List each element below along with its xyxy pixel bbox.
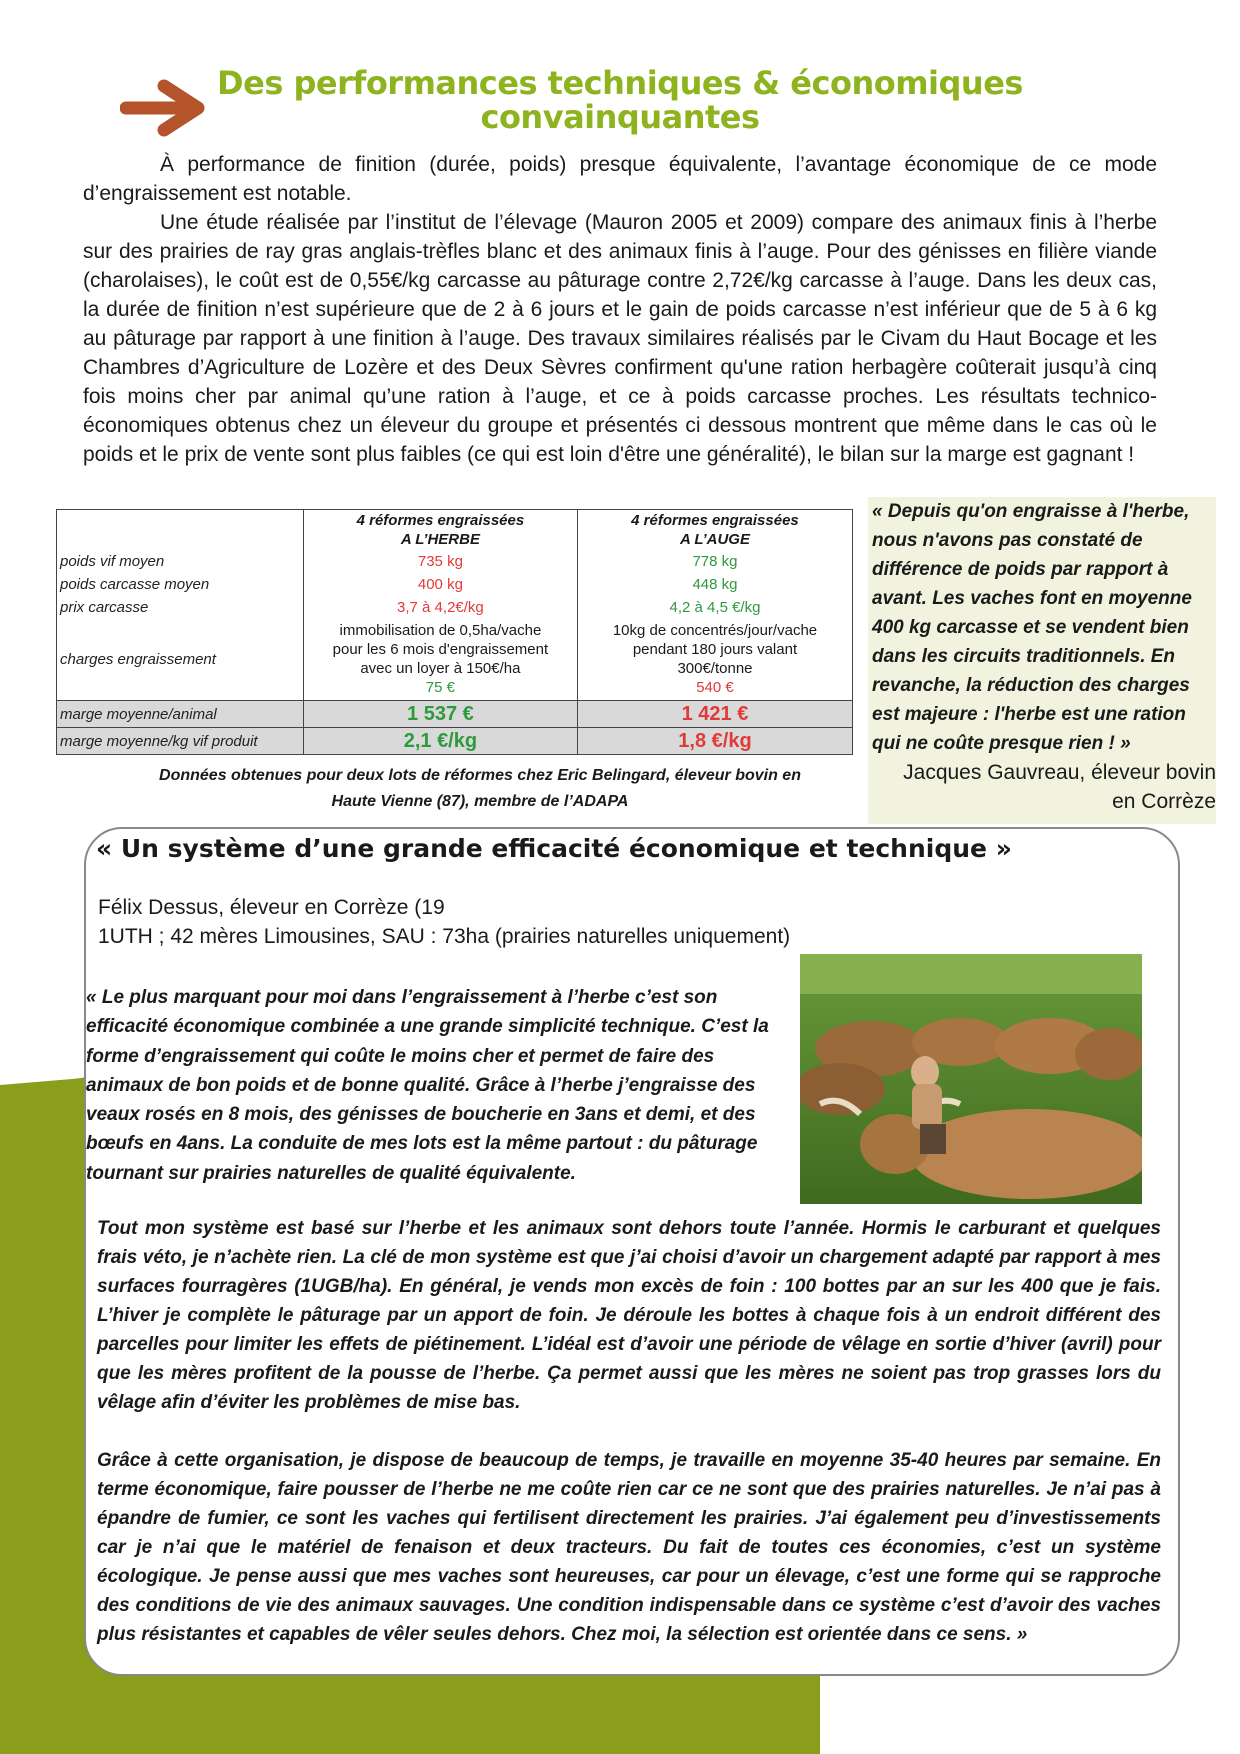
charges-auge-line-1: 10kg de concentrés/jour/vache: [612, 622, 818, 640]
testimony-quote-2: Tout mon système est basé sur l’herbe et les animaux sont dehors toute l’année. Hormis le carburant et quelques frais véto, je n’achète rien. La clé de mon système est que j’ai choisi d’avoir un chargement adapté par rapport à mes surfaces fourragères (1UGB/ha). En général, je vends mon excès de foin : 100 bottes par an sur les 400 que je fais. L’hiver je complète le pâturage par un apport de foin. Je déroule les bottes à chaque fois à un endroit différent des parcelles pour limiter les effets de piétinement. L’idéal est d’avoir une période de vêlage en sortie d’hiver (avril) pour que les mères profitent de la pousse de l’herbe. Ça permet aussi que les mères ne soient pas trop grasses lors du vêlage afin d’éviter les problèmes de mise bas.: [97, 1218, 1161, 1413]
charges-herbe-line-1: immobilisation de 0,5ha/vache: [339, 622, 542, 640]
table-row: [57, 619, 853, 701]
table-row: [57, 596, 853, 619]
farmer-name: Félix Dessus, éleveur en Corrèze (19: [98, 896, 445, 919]
table-row: [57, 728, 853, 755]
table-caption-line-1: Données obtenues pour deux lots de réformes chez Eric Belingard, éleveur bovin en: [159, 767, 801, 784]
side-quote-text: « Depuis qu'on engraisse à l'herbe, nous n'avons pas constaté de différence de poids par rapport à avant. Les vaches font en moyenne 400 kg carcasse et se vendent bien dans les circuits traditionnels. En revanche, la réduction des charges est majeure : l'herbe est une ration qui ne coûte presque rien ! »: [872, 501, 1192, 754]
cell-charges-herbe: [303, 619, 577, 701]
intro-paragraph-2: Une étude réalisée par l’institut de l’élevage (Mauron 2005 et 2009) compare des animaux finis à l’herbe sur des prairies de ray gras anglais-trèfles blanc et des animaux finis à l’auge. Pour des génisses en filière viande (charolaises), le coût est de 0,55€/kg carcasse au pâturage contre 2,72€/kg carcasse à l’auge. Dans les deux cas, la durée de finition n’est supérieure que de 2 à 6 jours et le gain de poids carcasse n’est inférieur que de 5 à 6 kg au pâturage par rapport à une finition à l’auge. Des travaux similaires réalisés par le Civam du Haut Bocage et les Chambres d’Agriculture de Lozère et des Deux Sèvres confirment qu'une ration herbagère coûterait jusqu’à cinq fois moins cher par animal qu’une ration à l’auge, et ce à poids carcasse proches. Les résultats technico-économiques obtenus chez un éleveur du groupe et présentés ci dessous montrent que même dans le cas où le poids et le prix de vente sont plus faibles (ce qui est loin d'être une généralité), le bilan sur la marge est gagnant !: [83, 211, 1157, 466]
row-label-marge-kg: marge moyenne/kg vif produit: [57, 728, 304, 755]
table-corner: [57, 510, 304, 550]
column-header-herbe-line-2: A L’HERBE: [400, 530, 480, 548]
comparison-table: [56, 509, 853, 755]
cell-marge-animal-auge: 1 421 €: [577, 701, 852, 728]
row-label-poids-carcasse: poids carcasse moyen: [60, 575, 210, 593]
row-label-prix-carcasse: prix carcasse: [60, 598, 149, 616]
testimony-farmer-info: [98, 893, 790, 951]
page-title: [215, 66, 1025, 134]
testimony-quote-3: Grâce à cette organisation, je dispose de beaucoup de temps, je travaille en moyenne 35-40 heures par semaine. En terme économique, faire pousser de l’herbe ne me coûte rien car ce ne sont que des prairies naturelles. Je n’ai pas à épandre de fumier, ce sont les vaches qui fertilisent directement les prairies. J’ai également peu d’investissements car je n’ai que le matériel de fenaison et deux tracteurs. Du fait de toutes ces économies, c’est un système écologique. Je pense aussi que mes vaches sont heureuses, car pour un élevage, c’est une forme qui se rapproche des conditions de vie des animaux sauvages. Une condition indispensable dans ce système c’est d’avoir des vaches plus résistantes et capables de vêler seules dehors. Chez moi, la sélection est orientée dans ce sens. »: [97, 1450, 1161, 1645]
cell-marge-animal-herbe: 1 537 €: [303, 701, 577, 728]
cell-prix-carcasse-auge: 4,2 à 4,5 €/kg: [577, 596, 852, 619]
column-header-auge-line-1: 4 réformes engraissées: [631, 511, 799, 529]
charges-herbe-line-3: avec un loyer à 150€/ha: [360, 660, 521, 678]
testimony-title: « Un système d’une grande efficacité économique et technique »: [96, 834, 1012, 863]
cell-prix-carcasse-herbe: 3,7 à 4,2€/kg: [303, 596, 577, 619]
column-header-auge: [577, 510, 852, 550]
side-quote-author: [868, 758, 1216, 816]
arrow-right-icon: [120, 78, 210, 138]
table-caption-line-2: Haute Vienne (87), membre de l’ADAPA: [331, 793, 629, 810]
column-header-herbe: [303, 510, 577, 550]
cell-poids-carcasse-auge: 448 kg: [577, 573, 852, 596]
column-header-auge-line-2: A L’AUGE: [679, 530, 750, 548]
charges-herbe-total: 75 €: [425, 679, 455, 697]
cell-poids-vif-auge: 778 kg: [577, 550, 852, 573]
cell-marge-kg-auge: 1,8 €/kg: [577, 728, 852, 755]
page-title-line-1: Des performances techniques & économiques: [217, 64, 1023, 102]
cell-marge-kg-herbe: 2,1 €/kg: [303, 728, 577, 755]
page-title-line-2: convainquantes: [480, 98, 760, 136]
table-row: [57, 550, 853, 573]
row-label-charges: charges engraissement: [60, 650, 216, 668]
intro-text: [83, 150, 1157, 469]
cell-charges-auge: [577, 619, 852, 701]
row-label-poids-vif: poids vif moyen: [60, 552, 165, 570]
row-label-marge-animal: marge moyenne/animal: [57, 701, 304, 728]
farm-details: 1UTH ; 42 mères Limousines, SAU : 73ha (prairies naturelles uniquement): [98, 925, 791, 948]
cell-poids-carcasse-herbe: 400 kg: [303, 573, 577, 596]
charges-auge-line-2: pendant 180 jours valant: [632, 641, 798, 659]
charges-herbe-line-2: pour les 6 mois d'engraissement: [332, 641, 549, 659]
charges-auge-total: 540 €: [696, 679, 734, 697]
column-header-herbe-line-1: 4 réformes engraissées: [356, 511, 525, 529]
table-row: [57, 573, 853, 596]
charges-auge-line-3: 300€/tonne: [677, 660, 753, 678]
testimony-quote-1: « Le plus marquant pour moi dans l’engraissement à l’herbe c’est son efficacité économique combinée a une grande simplicité technique. C’est la forme d’engraissement qui coûte le moins cher et permet de faire des animaux de bon poids et de bonne qualité. Grâce à l’herbe j’engraisse des veaux rosés en 8 mois, des génisses de boucherie en 3ans et demi, et des bœufs en 4ans. La conduite de mes lots est la même partout : du pâturage tournant sur prairies naturelles de qualité équivalente.: [86, 987, 769, 1184]
table-caption: [120, 763, 840, 815]
cell-poids-vif-herbe: 735 kg: [303, 550, 577, 573]
cattle-photo: [800, 954, 1142, 1204]
intro-paragraph-1: À performance de finition (durée, poids) presque équivalente, l’avantage économique de ce mode d’engraissement est notable.: [83, 153, 1157, 205]
table-row: [57, 701, 853, 728]
side-quote-author-line-2: en Corrèze: [1112, 790, 1216, 813]
side-quote-author-line-1: Jacques Gauvreau, éleveur bovin: [903, 761, 1216, 784]
